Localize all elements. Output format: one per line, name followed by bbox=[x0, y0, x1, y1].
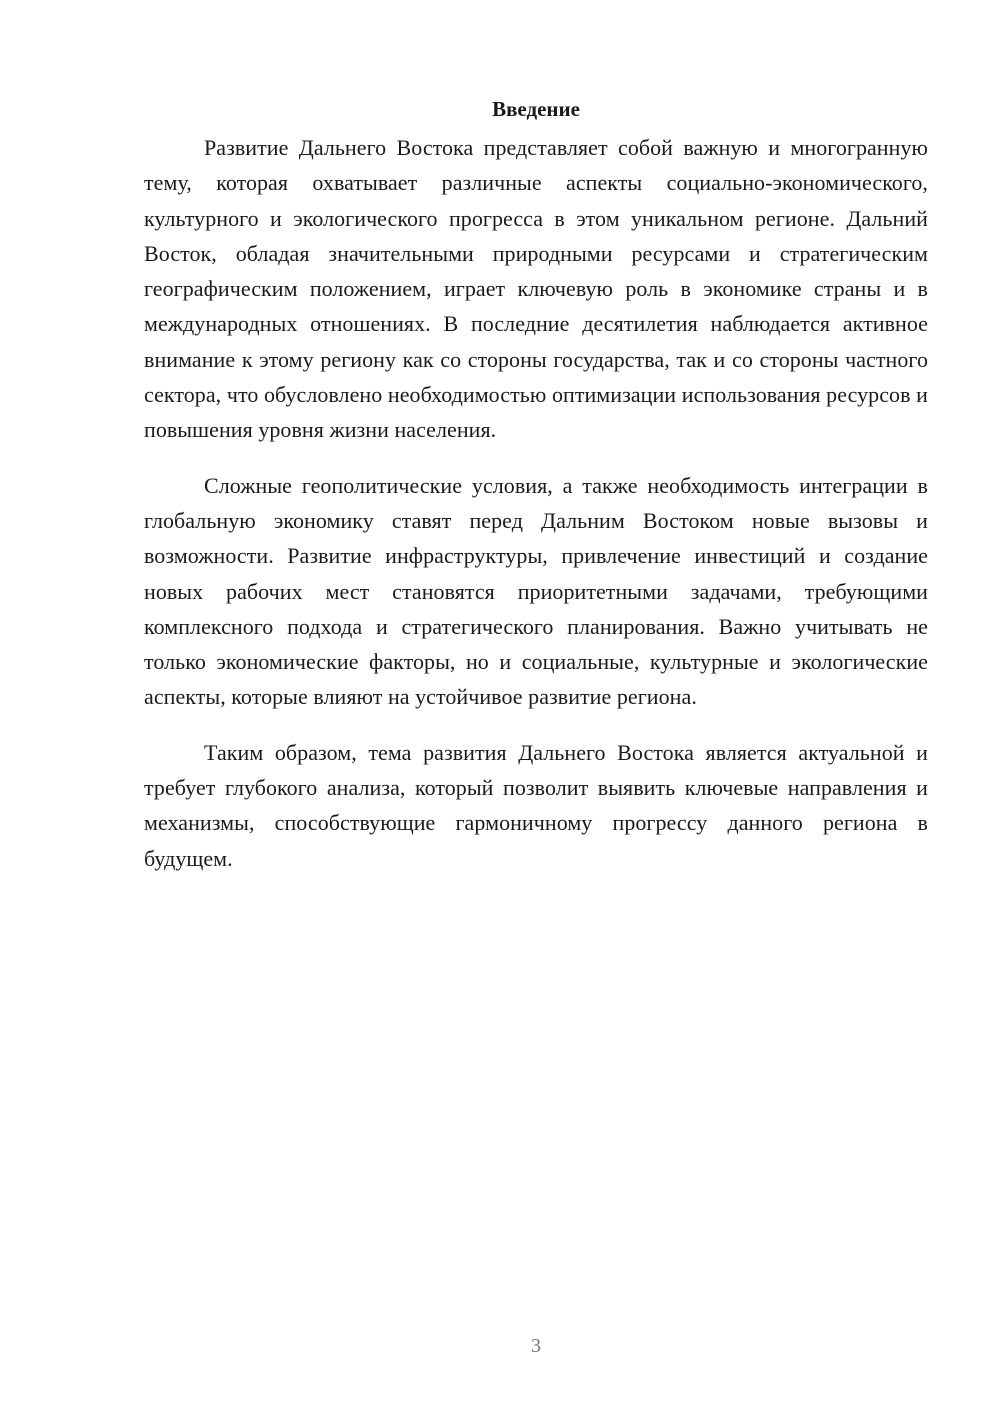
paragraph-1: Развитие Дальнего Востока представляет собой важную и многогранную тему, которая охватывает различные аспекты социально-экономического, культурного и экологического прогресса в этом уникальном регионе. Дальний Восток, обладая значительными природными ресурсами и стратегическим географическим положением, играет ключевую роль в экономике страны и в международных отношениях. В последние десятилетия наблюдается активное внимание к этому региону как со стороны государства, так и со стороны частного сектора, что обусловлено необходимостью оптимизации использования ресурсов и повышения уровня жизни населения. bbox=[144, 135, 928, 443]
paragraph-3: Таким образом, тема развития Дальнего Востока является актуальной и требует глубокого анализа, который позволит выявить ключевые направления и механизмы, способствующие гармоничному прогрессу данного региона в будущем. bbox=[144, 739, 928, 871]
section-heading: Введение bbox=[492, 97, 580, 121]
paragraph-2: Сложные геополитические условия, а также необходимость интеграции в глобальную экономику ставят перед Дальним Востоком новые вызовы и возможности. Развитие инфраструктуры, привлечение инвестиций и создание новых рабочих мест становятся приоритетными задачами, требующими комплексного подхода и стратегического планирования. Важно учитывать не только экономические факторы, но и социальные, культурные и экологические аспекты, которые влияют на устойчивое развитие региона. bbox=[144, 472, 928, 710]
document-body bbox=[144, 92, 928, 896]
page-number: 3 bbox=[531, 1335, 541, 1357]
